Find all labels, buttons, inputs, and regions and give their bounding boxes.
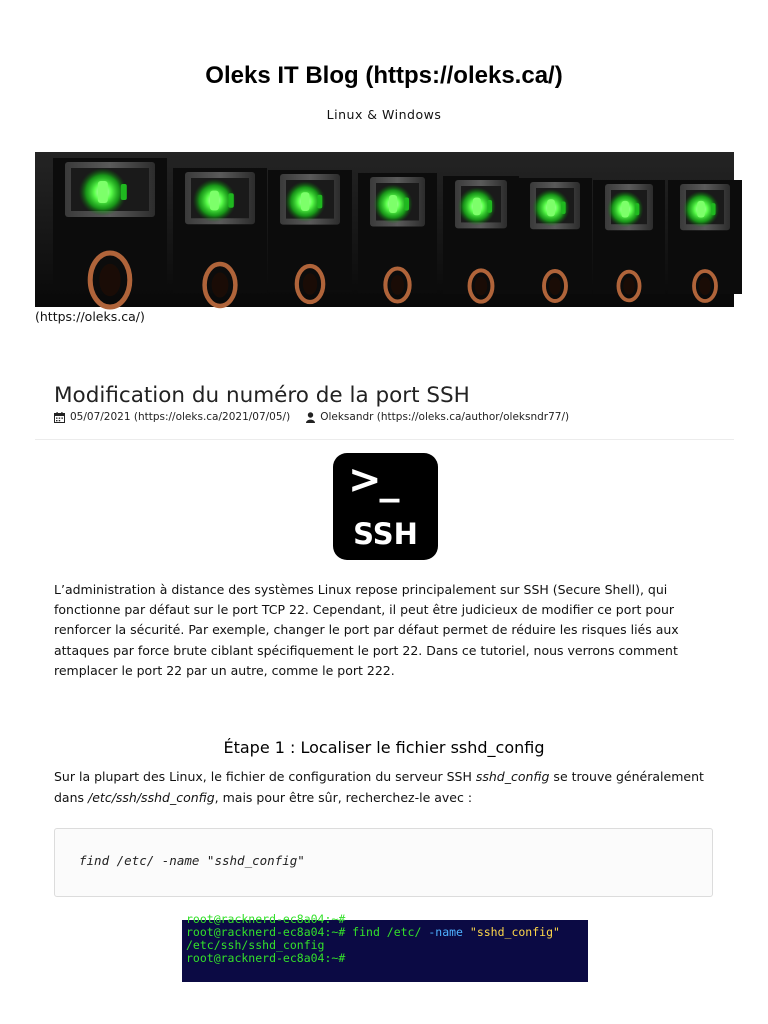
post-date-link[interactable]: [54, 411, 290, 423]
divider: [35, 439, 734, 440]
terminal-line: root@racknerd-ec8a04:~#: [186, 912, 346, 926]
terminal-line: root@racknerd-ec8a04:~#: [186, 951, 346, 965]
ssh-logo-image: [333, 453, 438, 560]
terminal-prompt-icon: >_: [348, 457, 398, 503]
step1-filename: sshd_config: [475, 769, 550, 784]
step1-filepath: /etc/ssh/sshd_config: [88, 789, 215, 805]
site-tagline: Linux & Windows: [326, 107, 442, 122]
terminal-screenshot: [182, 912, 588, 982]
terminal-argument: "sshd_config": [469, 925, 560, 939]
banner-caption-link[interactable]: (https://oleks.ca/): [35, 309, 145, 324]
step1-text-before: Sur la plupart des Linux, le fichier de configuration du serveur SSH: [54, 769, 476, 784]
header-banner-image[interactable]: [35, 152, 734, 307]
code-block[interactable]: [54, 828, 713, 897]
step1-text-after: , mais pour être sûr, recherchez-le avec :: [214, 789, 473, 805]
code-command[interactable]: find /etc/ -name "sshd_config": [79, 853, 305, 868]
site-title[interactable]: Oleks IT Blog (https://oleks.ca/): [205, 62, 563, 89]
post-date: 05/07/2021 (https://oleks.ca/2021/07/05/): [70, 411, 291, 423]
terminal-line: /etc/ssh/sshd_config: [186, 938, 325, 952]
post-author: Oleksandr (https://oleks.ca/author/oleksndr77/): [320, 411, 570, 423]
intro-paragraph: L’administration à distance des systèmes Linux repose principalement sur SSH (Secure Shell), qui fonctionne par défaut sur le port TCP 22. Cependant, il peut être judicieux de modifier ce port pour renforcer la sécurité. Par exemple, changer le port par défaut permet de réduire les risques liés aux attaques par force brute ciblant spécifiquement le port 22. Dans ce tutoriel, nous verrons comment remplacer le port 22 par un autre, comme le port 222.: [54, 582, 679, 678]
step1-text-middle: se trouve généralement dans: [54, 769, 704, 805]
step1-heading: Étape 1 : Localiser le fichier sshd_config: [223, 738, 545, 757]
terminal-space: [463, 925, 470, 939]
terminal-flag: -name: [428, 925, 463, 939]
ssh-logo-text: SSH: [353, 517, 418, 551]
step1-paragraph: [54, 767, 714, 808]
calendar-icon: [54, 412, 65, 423]
post-title: Modification du numéro de la port SSH: [54, 383, 470, 409]
post-meta: [54, 409, 569, 425]
terminal-prompt: root@racknerd-ec8a04:~#: [186, 925, 353, 939]
post-author-link[interactable]: [306, 411, 569, 423]
user-icon: [306, 412, 315, 423]
terminal-command: find /etc/: [352, 925, 429, 939]
